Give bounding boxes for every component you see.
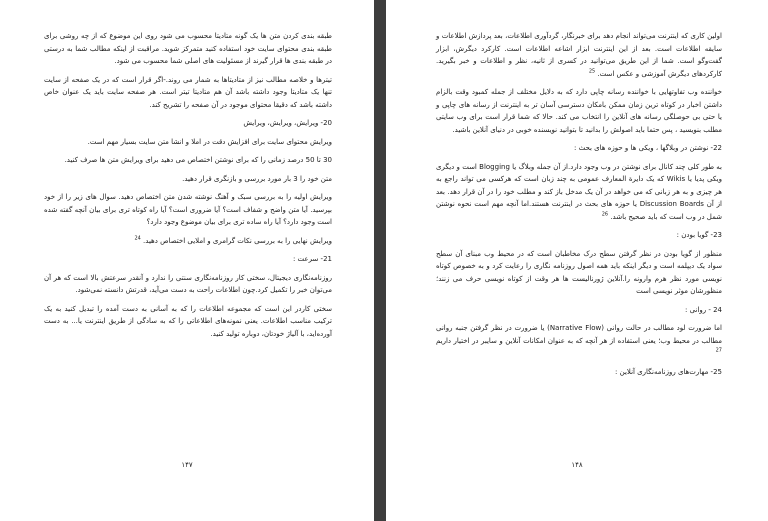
- paragraph: متن خود را 3 بار مورد بررسی و بازنگری قرار دهید.: [182, 174, 332, 183]
- paragraph-text: اولین کاری که اینترنت می‌تواند انجام دهد برای خبرنگار، گردآوری اطلاعات، بعد پردازش اطلاعات و سایقه اطلاعات است. بعد از این اینترنت ابزار اشاعه اطلاعات است. کارکرد دیگرش، ابزار گفت‌وگو است. شما از این طریق می‌توانید در کسری از ثانیه، نظر و اطلاعات و خبر بگیرید. کارکردهای دیگرش آموزشی و عکس است.: [436, 32, 722, 78]
- paragraph-text: ویرایش نهایی را به بررسی نکات گرامری و املایی اختصاص دهید.: [143, 236, 332, 245]
- footnote-marker: 25: [588, 68, 596, 75]
- section-heading-25: 25- مهارت‌های روزنامه‌نگاری آنلاین :: [615, 367, 722, 376]
- section-heading-23: 23- گویا بودن :: [676, 231, 722, 239]
- paragraph: ویرایش اولیه را به بررسی سبک و آهنگ نوشته شدن متن اختصاص دهید. سوال های زیر را از خود بپرسید. آیا متن واضح و شفاف است؟ آیا ضروری است؟ آیا راه کوتاه تری برای بیان آنچه گفته شده است وجود دارد؟ آیا راه ساده تری برای بیان موضوع وجود دارد؟: [44, 193, 332, 226]
- paragraph-text: به طور کلی چند کانال برای نوشتن در وب وجود دارد.از آن جمله وبلاگ یا Blogging است و دیگری ویکی پدیا یا Wikis که یک دایرة المعارف عمومی به چند زبان است که هرکسی می تواند راجع به هر چیزی و به هر زبانی که می خواهد در آن یک مدخل باز کند و مطلب خود را در آن قرار دهد. بعد از آن Discussion Boards یا حوزه های بحث در اینترنت هستند.اما آنچه مهم است نحوه نوشتن شمل در وب است که باید صحیح باشد.: [436, 162, 722, 221]
- footnote-marker: 26: [601, 211, 609, 218]
- left-page-content: [44, 30, 332, 346]
- paragraph: سختی کاردر این است که مجموعه اطلاعات را که به آسانی به دست آمده را تبدیل کنید به یک ترکیب مناسب اطلاعات. یعنی نمونه‌های اطلاعاتی را که به سادگی از طریق اینترنت یا... به دست آورده‌اید، با آلیاژ خودتان، دوباره تولید کنید.: [44, 304, 332, 338]
- footnote-marker: 24: [134, 235, 141, 242]
- paragraph: خواننده وب تفاوتهایی با خواننده رسانه چاپی دارد که به دلایل مختلف از جمله کمبود وقت بالزام داشتن اخبار در کوتاه ترین زمان ممکن بامکان دسترسی آسان تر به اینترنت از رسانه های چاپی و یا حتی بی حوصلگی رسانه های آنلاین را انتخاب می کند. حالا که شما قرار است برای وب سایتی مطلب بنویسید ، پس حتما باید اصولش را بدانید تا بتوانید نویسنده خوبی در دنیای آنلاین باشید.: [436, 88, 722, 134]
- page-number: ۱۴۸: [571, 461, 583, 469]
- footnote-marker: 27: [715, 347, 722, 354]
- paragraph-with-footnote: [44, 235, 332, 248]
- section-heading-20: 20- ویرایش، ویرایش، ویرایش: [243, 119, 332, 127]
- left-page: [0, 0, 374, 521]
- paragraph: منظور از گویا بودن در نظر گرفتن سطح درک مخاطبان است که در محیط وب مبنای آن سطح سواد یک دیپلمه است و دیگر اینکه باید همه اصول روزنامه نگاری را رعایت کرد و به خصوص کوتاه نویسی مورد نظر هرم وارونه را.آنلاین ژورنالیست ها هر وقت از کوتاه نویسی حرف می زنند؛منظورشان موثر نویسی است: [436, 249, 722, 295]
- paragraph-with-footnote: [436, 30, 722, 80]
- paragraph: ویرایش محتوای سایت برای افزایش دقت در املا و انشا متن سایت بسیار مهم است.: [87, 137, 332, 146]
- paragraph-with-footnote: [436, 322, 722, 360]
- right-page-content: [436, 30, 722, 384]
- paragraph: طبقه بندی کردن متن ها یک گونه متادیتا محسوب می شود روی این موضوع که از چه روشی برای طبقه بندی محتوای سایت خود استفاده کنید متمرکز شوید. مراقبت از اینکه مطالب شما به درستی در طبقه بندی ها قرار گیرند از مسئولیت های اصلی شما محسوب می شود.: [44, 32, 332, 65]
- right-page: [386, 0, 768, 521]
- paragraph: تیترها و خلاصه مطالب نیز از متادیتاها به شمار می روند.-اگر قرار است که در یک صفحه از سایت تنها یک متادیتا وجود داشته باشد آن هم متادیتا تیتر است. هر صفحه سایت باید یک عنوان خاص داشته باشد که دقیقا محتوای موجود در آن صفحه را تشریح کند.: [44, 75, 332, 109]
- section-heading-21: 21- سرعت :: [292, 255, 332, 263]
- paragraph-with-footnote: [436, 161, 722, 224]
- paragraph: روزنامه‌نگاری دیجیتال، سختی کار روزنامه‌نگاری سنتی را ندارد و آنقدر سرعتش بالا است که هر آن می‌توان خبر را تکمیل کرد.چون اطلاعات راحت به دست می‌آید، قدرتش دانسته نمی‌شود.: [44, 273, 332, 294]
- section-heading-22: 22- نوشتن در وبلاگها ، ویکی ها و حوزه های بحث :: [574, 144, 722, 152]
- paragraph: 30 تا 50 درصد زمانی را که برای نوشتن اختصاص می دهید برای ویرایش متن ها صرف کنید.: [64, 156, 332, 164]
- section-heading-24: 24 - روانی :: [685, 305, 722, 314]
- paragraph-text: اما ضرورت لود مطالب در حالت روانی (Narrative Flow) یا ضرورت در نظر گرفتن جنبه روانی مطالب در محیط وب؛ یعنی استفاده از هر آنچه که به عنوان امکانات آنلاین و سایبر در اختیار داریم: [436, 324, 722, 345]
- page-number: ۱۴۷: [181, 461, 193, 469]
